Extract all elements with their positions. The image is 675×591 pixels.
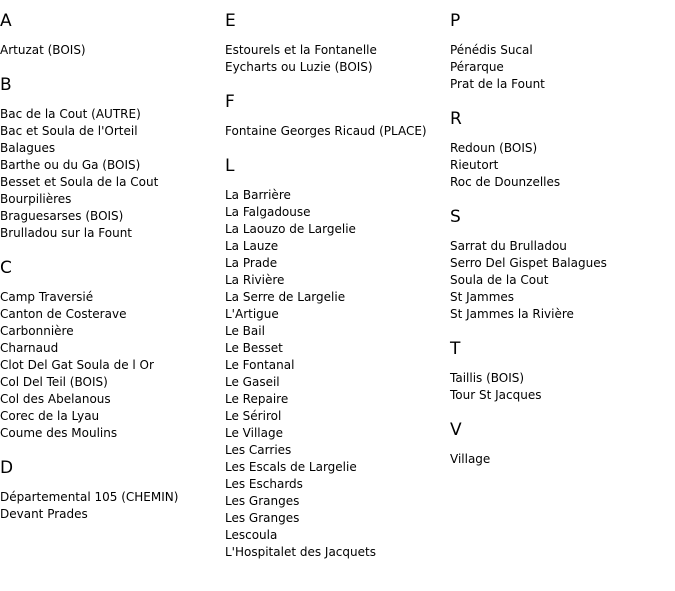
place-list-item[interactable]: Roc de Dounzelles	[450, 175, 561, 189]
place-list-item[interactable]: Col des Abelanous	[0, 392, 111, 406]
letter-heading: D	[0, 458, 14, 478]
place-list-item[interactable]: Bac de la Cout (AUTRE)	[0, 107, 141, 121]
place-list-item[interactable]: Braguesarses (BOIS)	[0, 209, 124, 223]
place-list-item[interactable]: Redoun (BOIS)	[450, 141, 538, 155]
place-list-item[interactable]: Carbonnière	[0, 324, 74, 338]
letter-section	[450, 338, 672, 404]
place-list-item[interactable]: Le Bail	[225, 324, 265, 338]
place-list	[225, 187, 447, 561]
letter-section	[225, 155, 447, 561]
letter-section	[0, 257, 222, 442]
place-list	[450, 238, 672, 323]
place-list-item[interactable]: Col Del Teil (BOIS)	[0, 375, 108, 389]
place-list-item[interactable]: L'Hospitalet des Jacquets	[225, 545, 376, 559]
place-list-item[interactable]: Fontaine Georges Ricaud (PLACE)	[225, 124, 427, 138]
letter-heading: E	[225, 11, 236, 31]
place-list	[450, 370, 672, 404]
place-list	[450, 42, 672, 93]
letter-heading: P	[450, 11, 461, 31]
place-list-item[interactable]: La Laouzo de Largelie	[225, 222, 356, 236]
place-list	[450, 451, 672, 468]
place-list-item[interactable]: Serro Del Gispet Balagues	[450, 256, 607, 270]
letter-heading: L	[225, 156, 235, 176]
place-list-item[interactable]: Devant Prades	[0, 507, 88, 521]
place-list-item[interactable]: La Rivière	[225, 273, 285, 287]
index-column-3	[450, 10, 672, 483]
letter-section	[225, 91, 447, 140]
place-list-item[interactable]: Le Fontanal	[225, 358, 295, 372]
place-list	[0, 106, 222, 242]
letter-heading: T	[450, 339, 461, 359]
place-list-item[interactable]: Besset et Soula de la Cout	[0, 175, 159, 189]
place-list-item[interactable]: Corec de la Lyau	[0, 409, 100, 423]
place-list-item[interactable]: Prat de la Fount	[450, 77, 545, 91]
letter-section	[0, 10, 222, 59]
place-list-item[interactable]: Coume des Moulins	[0, 426, 118, 440]
place-list-item[interactable]: Balagues	[0, 141, 56, 155]
place-list-item[interactable]: Bac et Soula de l'Orteil	[0, 124, 138, 138]
place-list	[225, 123, 447, 140]
place-list-item[interactable]: La Lauze	[225, 239, 279, 253]
letter-section	[450, 108, 672, 191]
place-list-item[interactable]: St Jammes	[450, 290, 515, 304]
index-column-2	[225, 10, 447, 576]
place-list-item[interactable]: Village	[450, 452, 491, 466]
place-list-item[interactable]: Les Granges	[225, 494, 300, 508]
place-list-item[interactable]: La Barrière	[225, 188, 291, 202]
place-list-item[interactable]: Le Repaire	[225, 392, 289, 406]
place-list	[0, 42, 222, 59]
place-list	[0, 489, 222, 523]
place-list-item[interactable]: Sarrat du Brulladou	[450, 239, 567, 253]
letter-section	[450, 10, 672, 93]
letter-heading: A	[0, 11, 12, 31]
place-list-item[interactable]: Charnaud	[0, 341, 59, 355]
place-list-item[interactable]: Pérarque	[450, 60, 504, 74]
place-list-item[interactable]: Taillis (BOIS)	[450, 371, 525, 385]
place-list-item[interactable]: Les Granges	[225, 511, 300, 525]
place-list-item[interactable]: La Serre de Largelie	[225, 290, 346, 304]
place-list-item[interactable]: La Prade	[225, 256, 278, 270]
index-column-1	[0, 10, 222, 538]
place-list-item[interactable]: Lescoula	[225, 528, 278, 542]
place-list	[0, 289, 222, 442]
place-list-item[interactable]: Artuzat (BOIS)	[0, 43, 86, 57]
letter-heading: R	[450, 109, 462, 129]
letter-heading: C	[0, 258, 12, 278]
place-list-item[interactable]: Canton de Costerave	[0, 307, 127, 321]
place-list-item[interactable]: Camp Traversié	[0, 290, 94, 304]
place-list-item[interactable]: Barthe ou du Ga (BOIS)	[0, 158, 141, 172]
place-list-item[interactable]: Soula de la Cout	[450, 273, 549, 287]
letter-section	[450, 419, 672, 468]
place-list	[225, 42, 447, 76]
place-list-item[interactable]: Le Sérirol	[225, 409, 282, 423]
letter-heading: V	[450, 420, 462, 440]
letter-section	[0, 457, 222, 523]
place-list-item[interactable]: Pénédis Sucal	[450, 43, 533, 57]
letter-heading: B	[0, 75, 12, 95]
place-list-item[interactable]: Bourpilières	[0, 192, 72, 206]
place-list-item[interactable]: Eycharts ou Luzie (BOIS)	[225, 60, 373, 74]
letter-heading: F	[225, 92, 235, 112]
place-list-item[interactable]: Brulladou sur la Fount	[0, 226, 133, 240]
place-list-item[interactable]: La Falgadouse	[225, 205, 311, 219]
letter-heading: S	[450, 207, 461, 227]
place-list-item[interactable]: L'Artigue	[225, 307, 279, 321]
place-list-item[interactable]: Les Eschards	[225, 477, 303, 491]
letter-section	[450, 206, 672, 323]
place-list	[450, 140, 672, 191]
place-list-item[interactable]: Le Village	[225, 426, 283, 440]
place-list-item[interactable]: St Jammes la Rivière	[450, 307, 574, 321]
place-list-item[interactable]: Estourels et la Fontanelle	[225, 43, 377, 57]
place-list-item[interactable]: Tour St Jacques	[450, 388, 542, 402]
place-list-item[interactable]: Le Gaseil	[225, 375, 280, 389]
place-list-item[interactable]: Départemental 105 (CHEMIN)	[0, 490, 179, 504]
letter-section	[0, 74, 222, 242]
letter-section	[225, 10, 447, 76]
place-list-item[interactable]: Le Besset	[225, 341, 283, 355]
place-list-item[interactable]: Les Escals de Largelie	[225, 460, 357, 474]
place-list-item[interactable]: Rieutort	[450, 158, 499, 172]
place-list-item[interactable]: Les Carries	[225, 443, 292, 457]
place-list-item[interactable]: Clot Del Gat Soula de l Or	[0, 358, 154, 372]
